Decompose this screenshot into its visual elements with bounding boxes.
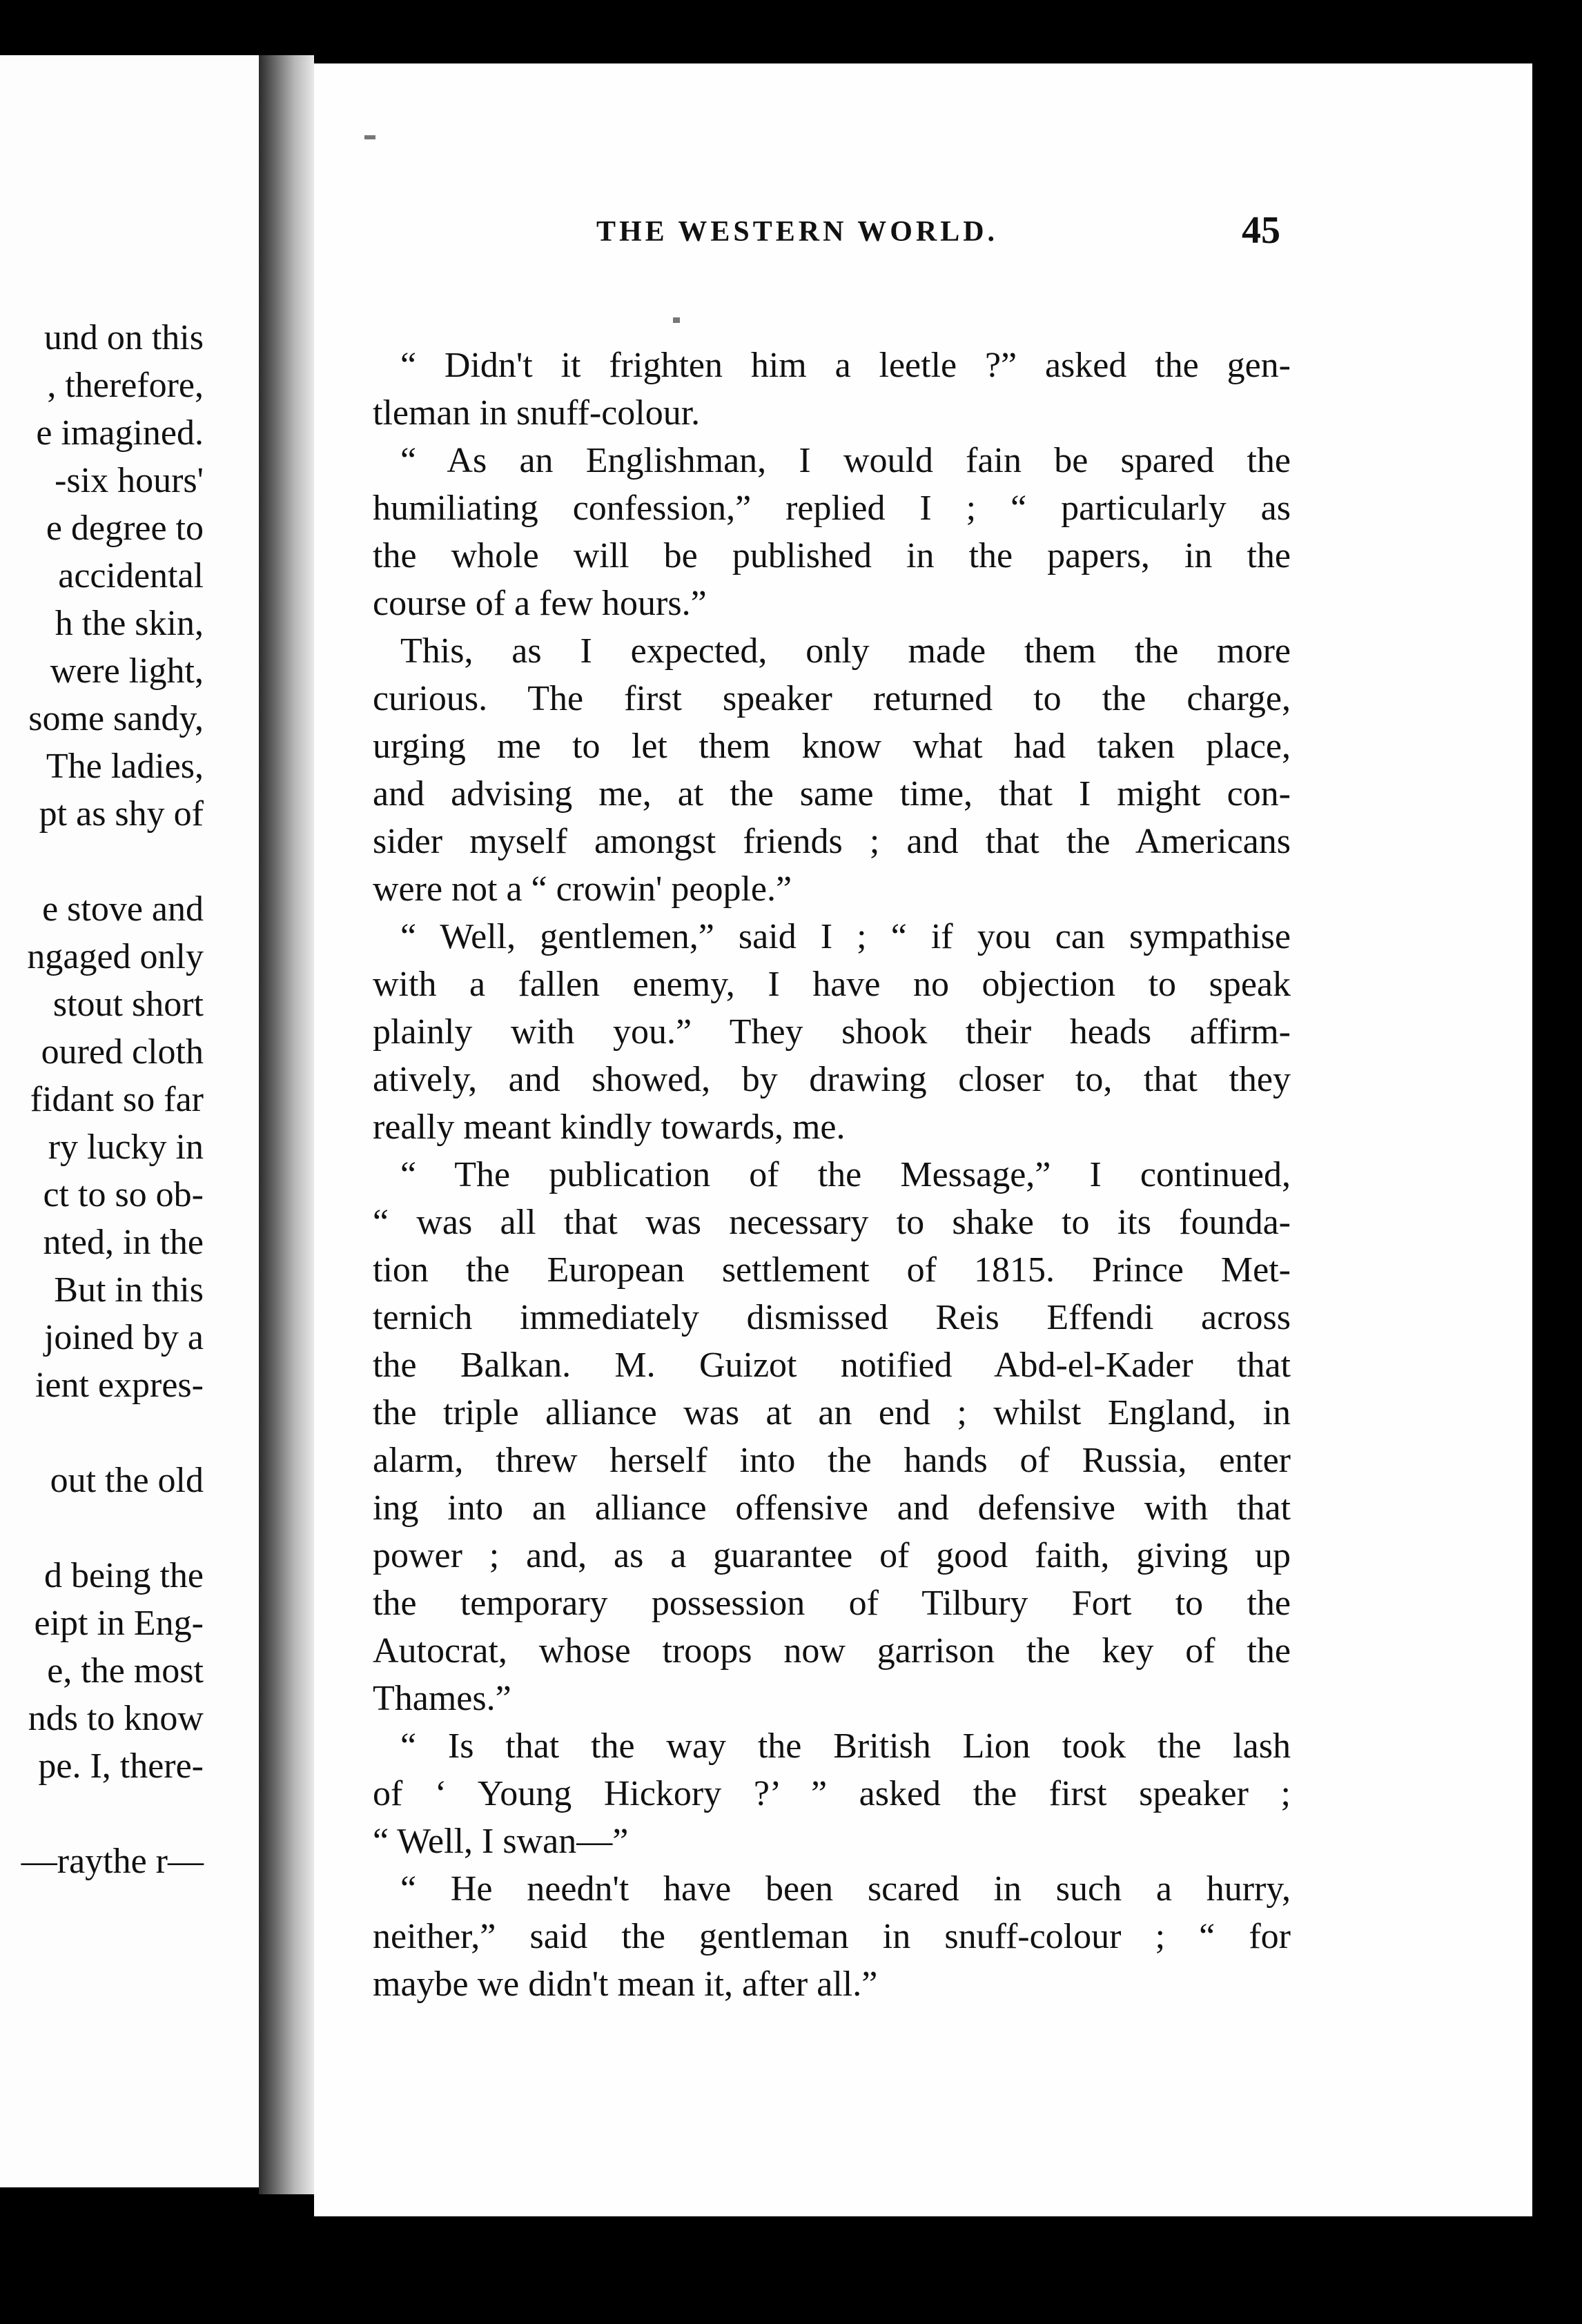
body-text-line: atively, and showed, by drawing closer to, that they xyxy=(373,1060,1291,1099)
body-text-line: “ He needn't have been scared in such a hurry, xyxy=(400,1869,1291,1909)
body-text-line: tion the European settlement of 1815. Prince Met- xyxy=(373,1250,1291,1290)
left-text-line: und on this xyxy=(43,318,204,357)
left-text-line: e degree to xyxy=(46,509,204,548)
left-text-line: e stove and xyxy=(42,889,204,929)
body-text-line: “ The publication of the Message,” I continued, xyxy=(400,1155,1291,1194)
body-text-line: course of a few hours.” xyxy=(373,584,707,623)
left-text-line: accidental xyxy=(58,556,204,595)
running-title: THE WESTERN WORLD. xyxy=(596,216,999,248)
body-text-line: with a fallen enemy, I have no objection to speak xyxy=(373,965,1291,1004)
body-text-line: of ‘ Young Hickory ?’ ” asked the first speaker ; xyxy=(373,1774,1291,1813)
left-text-line: nds to know xyxy=(28,1699,204,1738)
body-text-line: and advising me, at the same time, that I might con- xyxy=(373,774,1291,814)
body-text-line: “ Well, I swan—” xyxy=(373,1822,629,1861)
left-text-line: ient expres- xyxy=(35,1366,204,1405)
left-text-line: The ladies, xyxy=(46,747,204,786)
left-text-line: ct to so ob- xyxy=(43,1175,204,1214)
left-text-line: pe. I, there- xyxy=(38,1746,204,1786)
left-text-line: stout short xyxy=(52,985,204,1024)
page-header xyxy=(314,209,1280,270)
body-text-line: “ was all that was necessary to shake to its founda- xyxy=(373,1203,1291,1242)
left-text-line: out the old xyxy=(50,1461,204,1500)
left-text-line: pt as shy of xyxy=(39,794,204,834)
body-text-line: ternich immediately dismissed Reis Effendi across xyxy=(373,1298,1291,1337)
body-text-line: were not a “ crowin' people.” xyxy=(373,869,792,909)
body-text-line: alarm, threw herself into the hands of Russia, enter xyxy=(373,1441,1291,1480)
body-text-line: urging me to let them know what had taken place, xyxy=(373,727,1291,766)
body-text-line: tleman in snuff-colour. xyxy=(373,393,701,433)
book-gutter xyxy=(259,55,314,2194)
left-text-line: eipt in Eng- xyxy=(34,1604,204,1643)
body-text-line: “ Well, gentlemen,” said I ; “ if you can sympathise xyxy=(400,917,1291,956)
left-text-line: ngaged only xyxy=(27,937,204,976)
ink-speck xyxy=(673,317,680,323)
body-text-line: sider myself amongst friends ; and that the Americans xyxy=(373,822,1291,861)
body-text-line: ing into an alliance offensive and defensive with that xyxy=(373,1488,1291,1528)
body-text-line: “ As an Englishman, I would fain be spared the xyxy=(400,441,1291,480)
body-text-line: the whole will be published in the papers, in the xyxy=(373,536,1291,575)
body-text-line: the temporary possession of Tilbury Fort to the xyxy=(373,1584,1291,1623)
left-page xyxy=(0,55,259,2187)
body-text-line: humiliating confession,” replied I ; “ particularly as xyxy=(373,489,1291,528)
left-text-line: were light, xyxy=(50,651,204,691)
body-text-line: the Balkan. M. Guizot notified Abd-el-Kader that xyxy=(373,1346,1291,1385)
body-text-line: plainly with you.” They shook their heads affirm- xyxy=(373,1012,1291,1052)
left-text-line: fidant so far xyxy=(30,1080,204,1119)
page-number: 45 xyxy=(1242,209,1280,252)
left-text-line: joined by a xyxy=(43,1318,204,1357)
body-text-line: Thames.” xyxy=(373,1679,511,1718)
left-text-line: nted, in the xyxy=(43,1223,204,1262)
left-text-line: —raythe r— xyxy=(21,1842,204,1881)
ink-speck xyxy=(364,135,375,139)
body-text-line: the triple alliance was at an end ; whilst England, in xyxy=(373,1393,1291,1432)
body-text-line: curious. The first speaker returned to the charge, xyxy=(373,679,1291,718)
left-text-line: , therefore, xyxy=(47,366,204,405)
left-text-line: some sandy, xyxy=(28,699,204,738)
body-text-line: “ Is that the way the British Lion took the lash xyxy=(400,1726,1291,1766)
left-text-line: -six hours' xyxy=(55,461,204,500)
body-text-line: power ; and, as a guarantee of good faith, giving up xyxy=(373,1536,1291,1575)
left-text-line: But in this xyxy=(54,1270,204,1310)
body-text-line: Autocrat, whose troops now garrison the key of the xyxy=(373,1631,1291,1671)
body-text-line: “ Didn't it frighten him a leetle ?” asked the gen- xyxy=(400,346,1291,385)
left-text-line: d being the xyxy=(43,1556,204,1595)
left-text-line: oured cloth xyxy=(41,1032,204,1072)
left-text-line: e imagined. xyxy=(36,413,204,453)
left-text-line: h the skin, xyxy=(55,604,204,643)
body-text-line: This, as I expected, only made them the more xyxy=(400,631,1291,671)
body-text-line: neither,” said the gentleman in snuff-colour ; “ for xyxy=(373,1917,1291,1956)
left-text-line: ry lucky in xyxy=(48,1127,204,1167)
body-text-line: really meant kindly towards, me. xyxy=(373,1107,846,1147)
body-text-line: maybe we didn't mean it, after all.” xyxy=(373,1964,878,2004)
left-text-line: e, the most xyxy=(47,1651,204,1691)
